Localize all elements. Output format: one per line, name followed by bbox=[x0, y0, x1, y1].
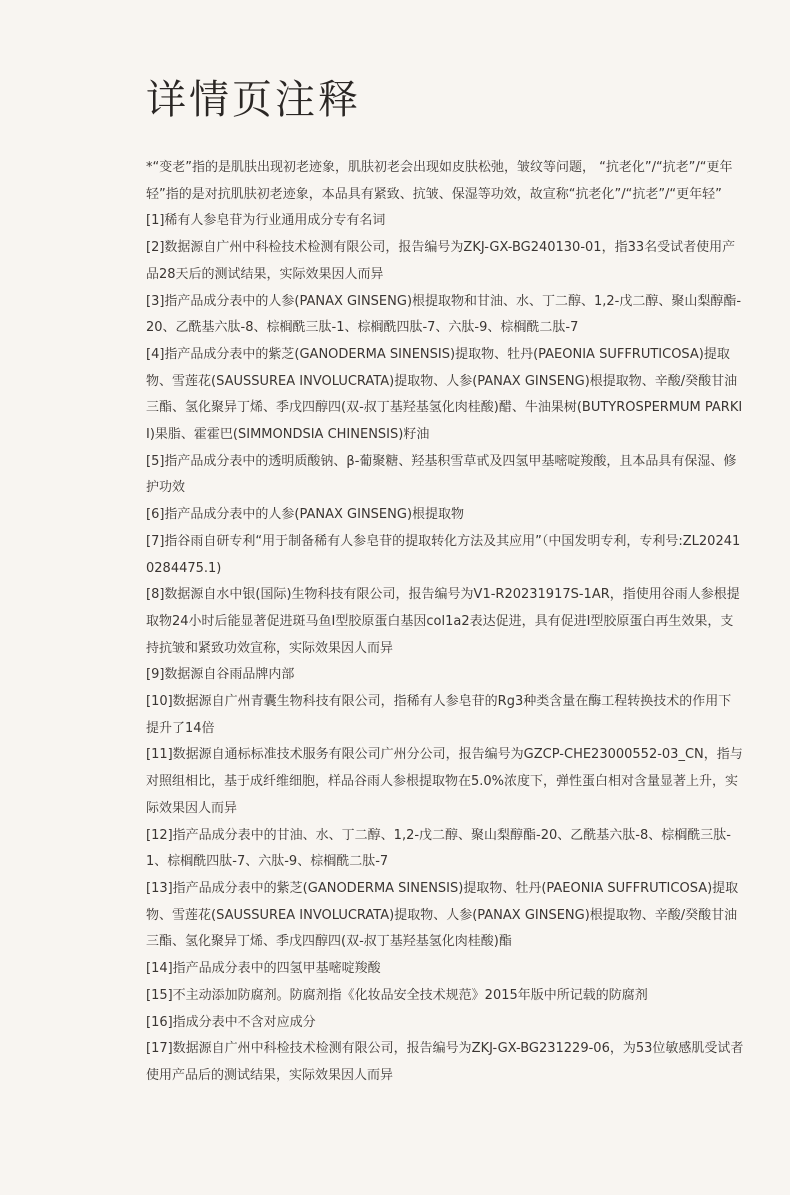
note-item: [8]数据源自水中银(国际)生物科技有限公司，报告编号为V1-R20231917S-1AR，指使用谷雨人参根提取物24小时后能显著促进斑马鱼Ⅰ型胶原蛋白基因col1a2表达促进，具有促进Ⅰ型胶原蛋白再生效果，支持抗皱和紧致功效宣称，实际效果因人而异 bbox=[146, 587, 740, 656]
note-item: [14]指产品成分表中的四氢甲基嘧啶羧酸 bbox=[146, 961, 381, 977]
note-item: [5]指产品成分表中的透明质酸钠、β-葡聚糖、羟基积雪草甙及四氢甲基嘧啶羧酸，且本品具有保湿、修护功效 bbox=[146, 453, 737, 496]
note-item: [3]指产品成分表中的人参(PANAX GINSENG)根提取物和甘油、水、丁二醇、1,2-戊二醇、聚山梨醇酯-20、乙酰基六肽-8、棕榈酰三肽-1、棕榈酰四肽-7、六肽-9、棕榈酰二肽-7 bbox=[146, 293, 742, 336]
note-item: [9]数据源自谷雨品牌内部 bbox=[146, 667, 295, 683]
page-title: 详情页注释 bbox=[146, 77, 361, 123]
notes-list bbox=[146, 155, 744, 1090]
note-item: [1]稀有人参皂苷为行业通用成分专有名词 bbox=[146, 213, 386, 229]
note-item: [11]数据源自通标标准技术服务有限公司广州分公司，报告编号为GZCP-CHE23000552-03_CN，指与对照组相比，基于成纤维细胞，样品谷雨人参根提取物在5.0%浓度下，弹性蛋白相对含量显著上升，实际效果因人而异 bbox=[146, 747, 743, 816]
note-item: [16]指成分表中不含对应成分 bbox=[146, 1014, 316, 1030]
note-item: [6]指产品成分表中的人参(PANAX GINSENG)根提取物 bbox=[146, 507, 465, 523]
note-item: [17]数据源自广州中科检技术检测有限公司，报告编号为ZKJ-GX-BG231229-06，为53位敏感肌受试者使用产品后的测试结果，实际效果因人而异 bbox=[146, 1041, 744, 1083]
note-item: [12]指产品成分表中的甘油、水、丁二醇、1,2-戊二醇、聚山梨醇酯-20、乙酰基六肽-8、棕榈酰三肽-1、棕榈酰四肽-7、六肽-9、棕榈酰二肽-7 bbox=[146, 827, 731, 870]
note-item: [15]不主动添加防腐剂。防腐剂指《化妆品安全技术规范》2015年版中所记载的防腐剂 bbox=[146, 987, 648, 1003]
note-item: [4]指产品成分表中的紫芝(GANODERMA SINENSIS)提取物、牡丹(PAEONIA SUFFRUTICOSA)提取物、雪莲花(SAUSSUREA INVOLUCRATA)提取物、人参(PANAX GINSENG)根提取物、辛酸/癸酸甘油三酯、氢化聚异丁烯、季戊四醇四(双-叔丁基羟基氢化肉桂酸)醋、牛油果树(BUTYROSPERMUM PARKII)果脂、霍霍巴(SIMMONDSIA CHINENSIS)籽油 bbox=[146, 346, 743, 443]
note-item: [13]指产品成分表中的紫芝(GANODERMA SINENSIS)提取物、牡丹(PAEONIA SUFFRUTICOSA)提取物、雪莲花(SAUSSUREA INVOLUCRATA)提取物、人参(PANAX GINSENG)根提取物、辛酸/癸酸甘油三酯、氢化聚异丁烯、季戊四醇四(双-叔丁基羟基氢化肉桂酸)酯 bbox=[146, 880, 739, 950]
note-item: [7]指谷雨自研专利“用于制备稀有人参皂苷的提取转化方法及其应用”（中国发明专利，专利号:ZL202410284475.1) bbox=[146, 533, 741, 576]
note-item: [2]数据源自广州中科检技术检测有限公司，报告编号为ZKJ-GX-BG240130-01，指33名受试者使用产品28天后的测试结果，实际效果因人而异 bbox=[146, 240, 736, 282]
note-item: *“变老”指的是肌肤出现初老迹象，肌肤初老会出现如皮肤松弛，皱纹等问题， “抗老化”/“抗老”/“更年轻”指的是对抗肌肤初老迹象，本品具有紧致、抗皱、保湿等功效，故宣称“抗老化”/“抗老”/“更年轻” bbox=[146, 160, 733, 202]
note-item: [10]数据源自广州青囊生物科技有限公司，指稀有人参皂苷的Rg3种类含量在酶工程转换技术的作用下提升了14倍 bbox=[146, 694, 732, 736]
